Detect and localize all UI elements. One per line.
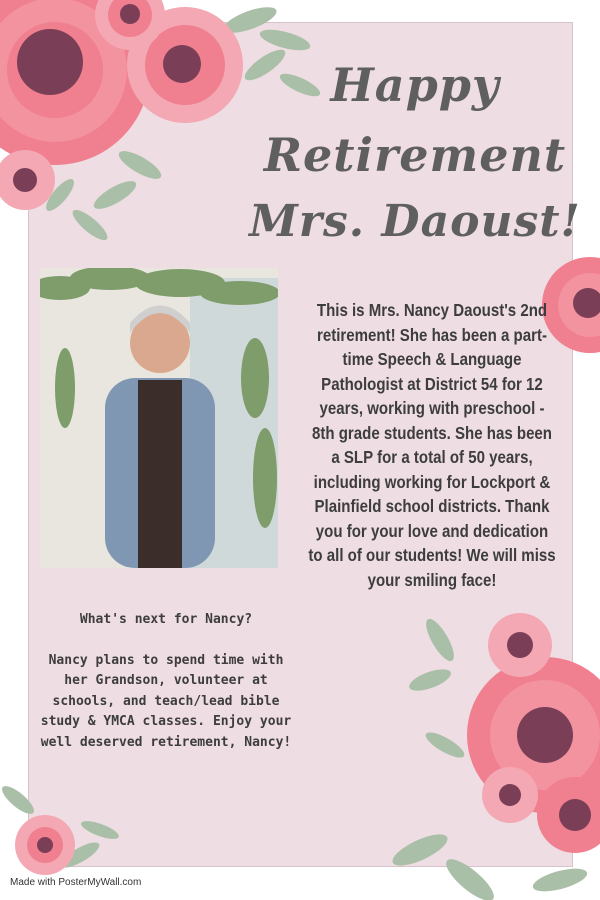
credit-text: Made with PosterMyWall.com xyxy=(10,877,142,888)
retirement-story: This is Mrs. Nancy Daoust's 2nd retirement! She has been a part-time Speech & Language Pathologist at District 54 for 12 years, working with preschool - 8th grade students. She has been a SLP for a total of 50 years, including working for Lockport & Plainfield school districts. Thank you for your love and dedication to all of our students! We will miss your smiling face! xyxy=(308,300,556,590)
whats-next-section xyxy=(36,610,296,753)
whats-next-body: Nancy plans to spend time with her Grandson, volunteer at schools, and teach/lead bible study & YMCA classes. Enjoy your well deserved retirement, Nancy! xyxy=(40,652,292,750)
title-retirement: Retirement xyxy=(263,128,567,182)
retiree-photo xyxy=(40,268,278,568)
title-happy: Happy xyxy=(330,58,500,112)
title-name: Mrs. Daoust! xyxy=(249,196,581,247)
whats-next-heading: What's next for Nancy? xyxy=(79,612,253,627)
